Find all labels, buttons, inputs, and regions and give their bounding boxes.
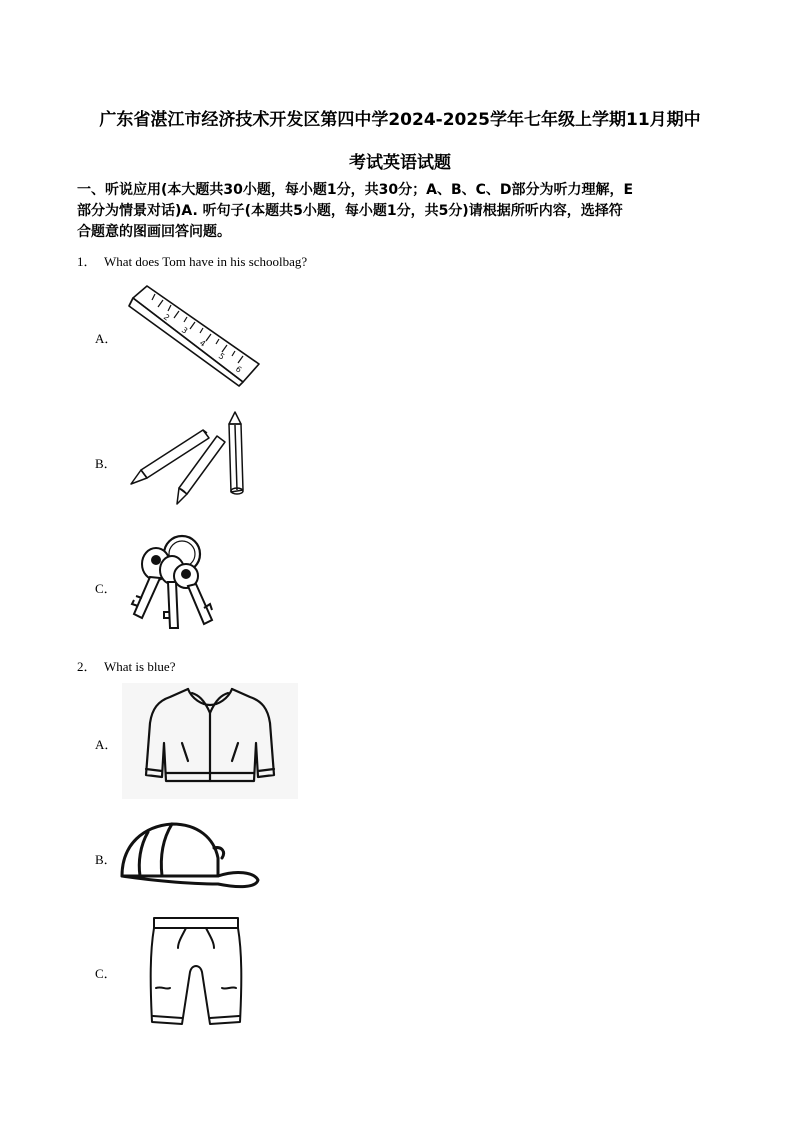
q1-option-c-label: C． bbox=[95, 581, 117, 596]
question-2-text: What is blue? bbox=[104, 659, 176, 674]
keys-icon bbox=[124, 532, 219, 632]
question-2-number: 2． bbox=[77, 659, 97, 674]
svg-text:5: 5 bbox=[216, 351, 227, 362]
instruction-line3: 合题意的图画回答问题。 bbox=[77, 224, 231, 240]
page-title-line1: 广东省湛江市经济技术开发区第四中学2024-2025学年七年级上学期11月期中 bbox=[99, 110, 701, 130]
page-title-line2: 考试英语试题 bbox=[349, 153, 451, 173]
jacket-icon bbox=[122, 683, 298, 799]
question-2 bbox=[77, 656, 175, 675]
instruction-line2: 部分为情景对话)A. 听句子(本题共5小题，每小题1分，共5分)请根据所听内容，选择符 bbox=[77, 203, 623, 219]
q1-option-a-label: A． bbox=[95, 331, 118, 346]
q2-option-b-label: B． bbox=[95, 852, 117, 867]
section-instructions bbox=[77, 180, 722, 243]
q1-option-b-label: B． bbox=[95, 456, 117, 471]
pants-icon bbox=[146, 912, 246, 1028]
pencils-icon bbox=[125, 410, 250, 505]
ruler-icon bbox=[125, 282, 265, 387]
q2-option-c-label: C． bbox=[95, 966, 117, 981]
q2-option-a-label: A． bbox=[95, 737, 118, 752]
svg-text:3: 3 bbox=[179, 325, 190, 336]
question-1-text: What does Tom have in his schoolbag? bbox=[104, 254, 308, 269]
cap-icon bbox=[118, 818, 263, 893]
svg-text:6: 6 bbox=[233, 364, 244, 375]
instruction-line1: 一、听说应用(本大题共30小题，每小题1分，共30分；A、B、C、D部分为听力理解，E bbox=[77, 182, 634, 198]
svg-text:2: 2 bbox=[161, 312, 172, 323]
svg-text:4: 4 bbox=[197, 338, 208, 349]
question-1-number: 1． bbox=[77, 254, 97, 269]
question-1 bbox=[77, 251, 307, 270]
